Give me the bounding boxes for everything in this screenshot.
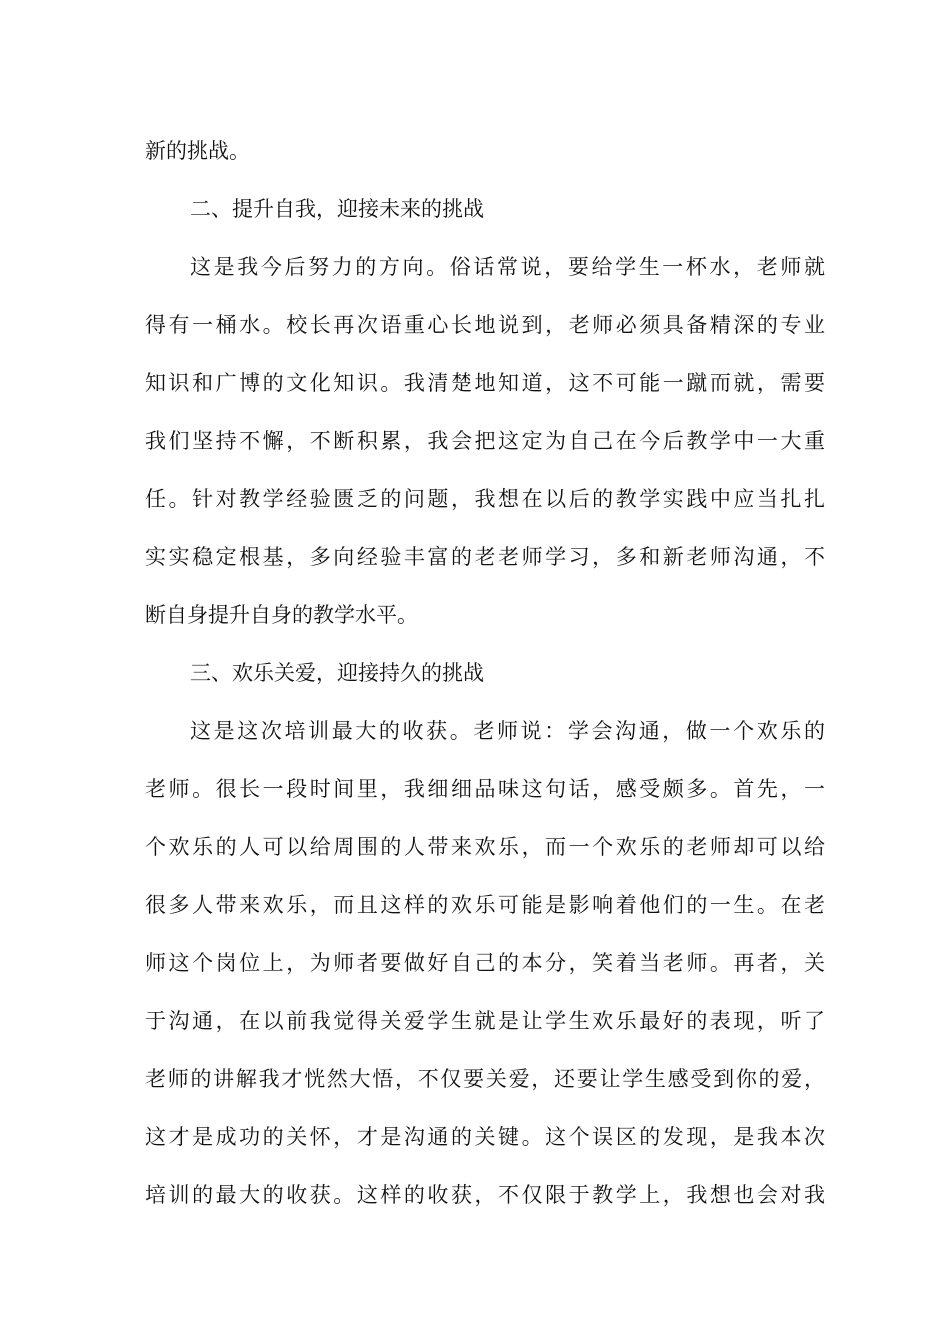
text-line: 这是我今后努力的方向。俗话常说，要给学生一杯水，老师就 <box>190 255 825 279</box>
text-line: 这是这次培训最大的收获。老师说：学会沟通，做一个欢乐的 <box>190 719 825 743</box>
text-line: 实实稳定根基，多向经验丰富的老老师学习，多和新老师沟通，不 <box>145 545 825 569</box>
text-line: 任。针对教学经验匮乏的问题，我想在以后的教学实践中应当扎扎 <box>145 487 825 511</box>
text-line: 个欢乐的人可以给周围的人带来欢乐，而一个欢乐的老师却可以给 <box>145 835 825 859</box>
section-heading: 三、欢乐关爱，迎接持久的挑战 <box>190 661 484 685</box>
text-line: 这才是成功的关怀，才是沟通的关键。这个误区的发现，是我本次 <box>145 1125 825 1149</box>
section-heading: 二、提升自我，迎接未来的挑战 <box>190 197 484 221</box>
text-line: 师这个岗位上，为师者要做好自己的本分，笑着当老师。再者，关 <box>145 951 825 975</box>
text-line: 老师的讲解我才恍然大悟，不仅要关爱，还要让学生感受到你的爱， <box>145 1067 825 1091</box>
text-line: 断自身提升自身的教学水平。 <box>145 603 418 627</box>
text-line: 培训的最大的收获。这样的收获，不仅限于教学上，我想也会对我 <box>145 1183 825 1207</box>
text-line: 知识和广博的文化知识。我清楚地知道，这不可能一蹴而就，需要 <box>145 371 825 395</box>
text-line: 我们坚持不懈，不断积累，我会把这定为自己在今后教学中一大重 <box>145 429 825 453</box>
text-line: 新的挑战。 <box>145 139 250 163</box>
text-line: 于沟通，在以前我觉得关爱学生就是让学生欢乐最好的表现，听了 <box>145 1009 825 1033</box>
text-line: 老师。很长一段时间里，我细细品味这句话，感受颇多。首先，一 <box>145 777 825 801</box>
text-line: 得有一桶水。校长再次语重心长地说到，老师必须具备精深的专业 <box>145 313 825 337</box>
text-line: 很多人带来欢乐，而且这样的欢乐可能是影响着他们的一生。在老 <box>145 893 825 917</box>
